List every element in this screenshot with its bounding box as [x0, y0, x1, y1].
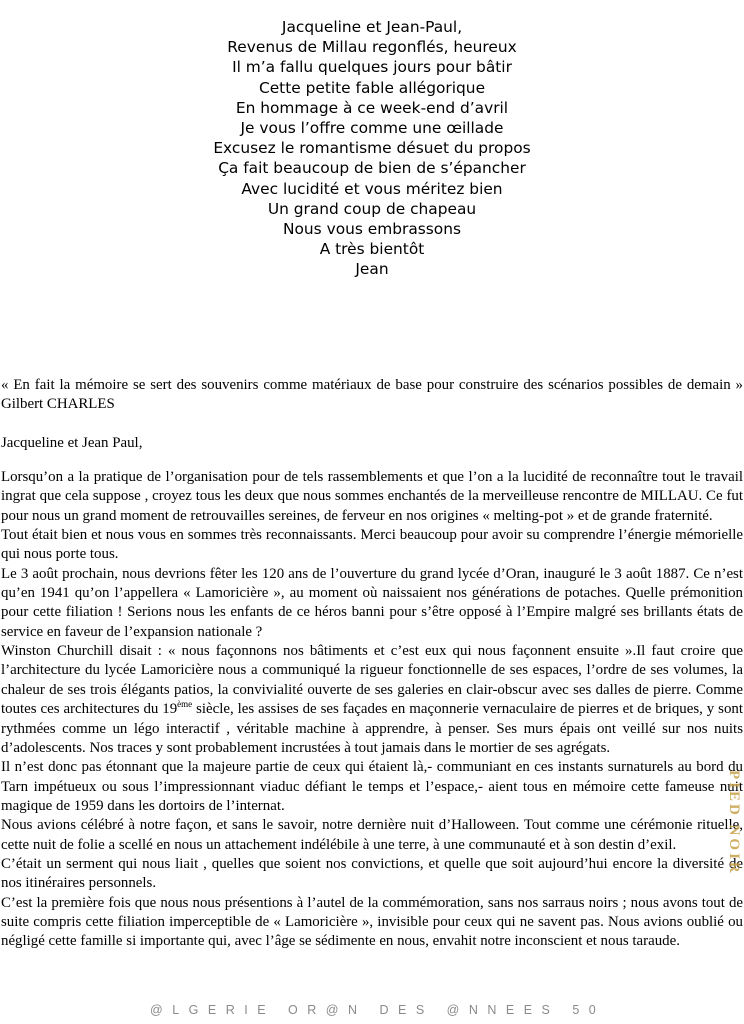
paragraph: C’est la première fois que nous nous présentions à l’autel de la commémoration, sans nos sarraus noirs ; nous avons tout de suite compris cette filiation imperceptible de « Lamoricière », invisible pour ceux qui ne savent pas. Nous avions oublié ou négligé cette famille si importante qui, avec l’âge se sédimente en nous, envahit notre inconscient et nous taraude.	[1, 894, 743, 950]
poem-line: Ça fait beaucoup de bien de s’épancher	[218, 159, 526, 178]
poem-line: Un grand coup de chapeau	[267, 199, 477, 218]
poem-line: Revenus de Millau regonflés, heureux	[227, 38, 517, 57]
epigraph-quote: « En fait la mémoire se sert des souvenirs comme matériaux de base pour construire des scénarios possibles de demain » Gilbert CHARLES	[1, 377, 743, 413]
letter-salutation: Jacqueline et Jean Paul,	[1, 434, 143, 451]
spacer	[1, 453, 743, 468]
paragraph: Le 3 août prochain, nous devrions fêter les 120 ans de l’ouverture du grand lycée d’Oran, inauguré le 3 août 1887. Ce n’est qu’en 1941 qu’on l’appellera « Lamoricière », au moment où naissaient nos générations de potaches. Quelle prémonition pour cette filiation ! Serions nous les enfants de ce héros banni pour s’être opposé à l’Empire malgré ses brillants états de service en faveur de l’expansion nationale ?	[1, 565, 743, 640]
paragraph: Tout était bien et nous vous en sommes très reconnaissants. Merci beaucoup pour avoir su comprendre l’énergie mémorielle qui nous porte tous.	[1, 527, 743, 563]
letter-body	[1, 376, 743, 952]
paragraph: C’était un serment qui nous liait , quelles que soient nos convictions, et quelle que soit aujourd’hui encore la diversité de nos itinéraires personnels.	[1, 855, 743, 892]
dedication-poem	[0, 17, 744, 280]
paragraph-text: Winston Churchill disait : « nous façonnons nos bâtiments et c’est eux qui nous façonnent ensuite ».Il faut croire que l’architecture du lycée Lamoricière nous a communiqué la rigueur fonctionnelle de ses espaces, l’ordre de ses volumes, la chaleur de ses trois élégants patios, la convivialité ouverte de ses galeries en clair-obscur avec ses dalles de pierre. Comme toutes ces architectures du 19	[1, 643, 743, 718]
poem-line: Il m’a fallu quelques jours pour bâtir	[232, 58, 512, 77]
paragraph-text: siècle, les assises de ses façades en maçonnerie vernaculaire de pierres et de briques, y sont rythmées comme un légo interactif , véritable machine à apprendre, à penser. Ses murs épais ont veillé sur nos nuits d’adolescents. Nos traces y sont probablement incrustées à tout jamais dans le mortier de ses agrégats.	[1, 701, 743, 756]
page-footer: @LGERIE OR@N DES @NNEES 50	[150, 1003, 606, 1017]
poem-signature: Jean	[355, 260, 389, 279]
poem-line: En hommage à ce week-end d’avril	[235, 98, 509, 117]
paragraph: Lorsqu’on a la pratique de l’organisation pour de tels rassemblements et que l’on a la lucidité de reconnaître tout le travail ingrat que cela suppose , croyez tous les deux que nous sommes enchantés de la merveilleuse rencontre de MILLAU. Ce fut pour nous un grand moment de retrouvailles sereines, de ferveur en nos origines « melting-pot » et de grande fraternité.	[1, 469, 743, 524]
paragraph	[1, 642, 743, 758]
poem-line: Jacqueline et Jean-Paul,	[281, 18, 463, 36]
poem-line: Je vous l’offre comme une œillade	[240, 119, 504, 138]
paragraph: Nous avions célébré à notre façon, et sans le savoir, notre dernière nuit d’Halloween. Tout comme une cérémonie rituelle, cette nuit de folie a scellé en nous un attachement indélébile à une terre, à une communauté et à son destin d’exil.	[1, 817, 743, 853]
side-watermark: PIED NOIR	[726, 770, 742, 876]
paragraph: Il n’est donc pas étonnant que la majeure partie de ceux qui étaient là,- communiant en ces instants surnaturels au bord du Tarn impétueux ou sous l’impressionnant viaduc défiant le temps et l’espace,- aient tous en mémoire cette fameuse nuit magique de 1959 dans les dortoirs de l’internat.	[1, 759, 743, 814]
poem-line: Avec lucidité et vous méritez bien	[241, 179, 503, 198]
superscript: ème	[177, 699, 193, 710]
poem-line: Excusez le romantisme désuet du propos	[213, 139, 531, 158]
poem-line: Nous vous embrassons	[283, 220, 461, 239]
poem-line: Cette petite fable allégorique	[258, 78, 486, 97]
spacer	[1, 415, 743, 434]
poem-line: A très bientôt	[319, 240, 425, 259]
